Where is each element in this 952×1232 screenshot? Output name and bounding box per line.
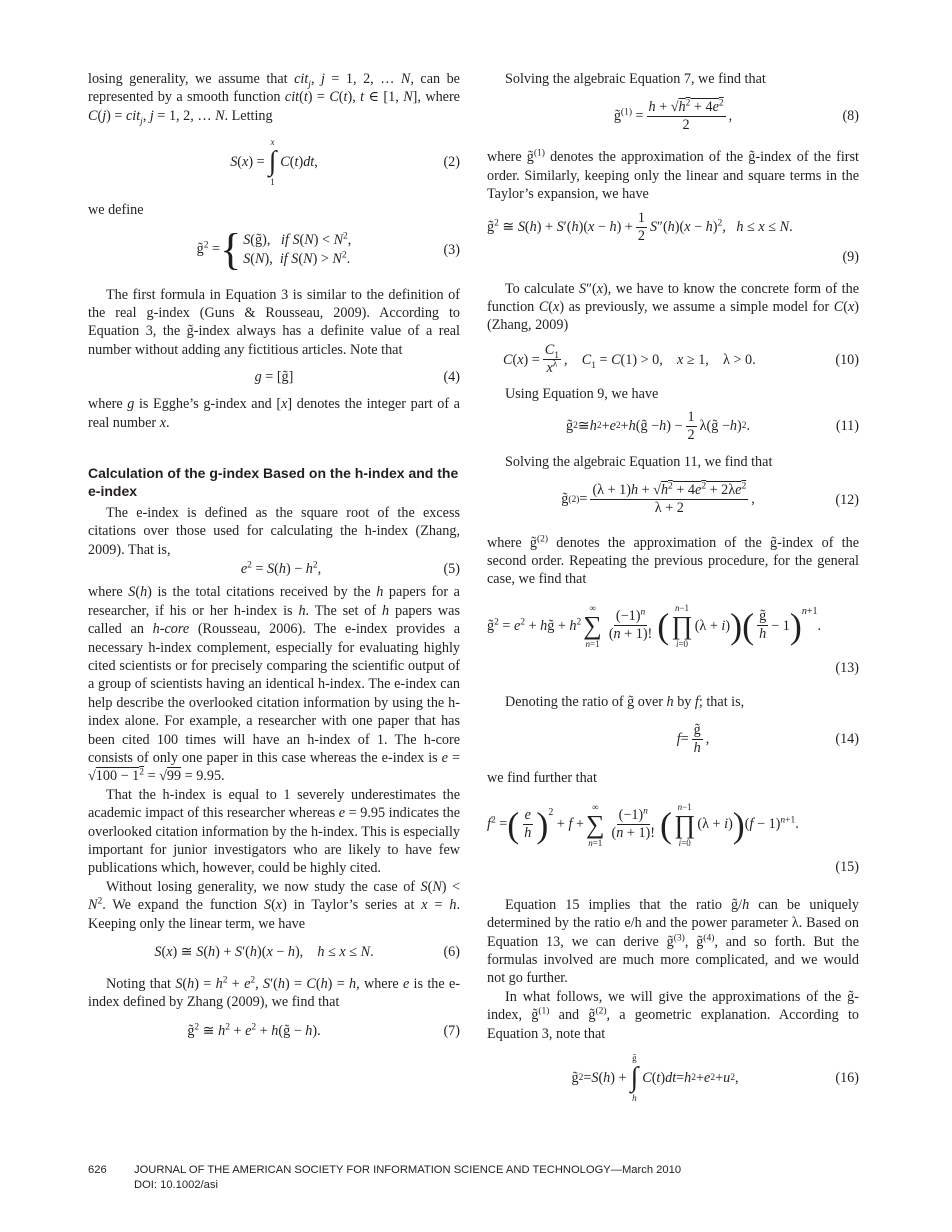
equation-number: (6) <box>443 943 460 960</box>
equation-10: C(x) = $\frac{C_1}{x^\lambda}$ , $C_1 = C(1) > 0$, x ≥ 1, λ > 0. (10) <box>503 342 859 377</box>
equation-number: (16) <box>835 1069 859 1086</box>
paragraph: we define <box>88 202 144 219</box>
equation-number: (12) <box>835 491 859 508</box>
equation-8: g̃$^{(1)}$ = $\frac{h + √h^2 + 4e^2}{2}$ , (8) <box>613 98 859 133</box>
equation-number: (4) <box>443 369 460 386</box>
equation-number-row <box>487 858 859 880</box>
equation-2: S(x) = x ∫ 1 C(t)dt, (2) <box>230 137 460 188</box>
equation-16: g̃ 2 = S ( h ) + g̃ ∫ h C ( t ) dt = h 2 + e 2 + u 2 , (16) <box>571 1052 859 1103</box>
paragraph: where g̃$^{(1)}$ denotes the approximation of the g̃-index of the first order. Similarly, keeping only the linear and square terms in the Taylor’s expansion, we have <box>487 148 859 203</box>
paragraph: we find further that <box>487 770 597 787</box>
page-footer <box>88 1163 681 1193</box>
equation-12: g̃ (2) = $\frac{(\lambda + 1)h + √h^2 + 4e^2 + 2\lambda e^2}{\lambda + 2}$ , (12) <box>561 481 859 517</box>
equation-number-row <box>487 248 859 268</box>
equation-number-row <box>487 659 859 681</box>
paragraph: Equation 15 implies that the ratio g̃/h can be uniquely determined by the ratio e/h and the power parameter λ. Based on Equation 13, we can derive g̃$^{(3)}$, g̃$^{(4)}$, and so forth. But the formulas involved are much more complicated, and we would not go further. <box>487 896 860 987</box>
equation-number: (8) <box>842 108 859 125</box>
paragraph: Denoting the ratio of g̃ over h by f; that is, <box>505 693 745 710</box>
paragraph: where S(h) is the total citations received by the h papers for a researcher, if his or her h-index is h. The set of h papers was called an h-core (Rousseau, 2006). The e-index provides a necessary h-index complement, especially for evaluating highly cited scientists or for precisely comparing the scientific output of a group of scientists having an identical h-index. The e-index can help describe the overlooked citation information by using the h-index alone. For example, a researcher with one paper that has been cited 100 times will have an h-index of 1. The h-core consists of only one paper in this case whereas the e-index is $e = √100 - 1^2 = √99 = 9.95$. <box>88 584 460 785</box>
equation-4: g = [g̃] (4) <box>254 369 460 386</box>
paragraph: Noting that $S(h) = h^2 + e^2$, S′(h) = C(h) = h, where e is the e-index defined by Zhang (2009), we find that <box>88 975 460 1011</box>
equation-15: $f^2$ = ( $\frac{e}{h}$ ) 2 + f + ∞ ∑ n=1 $\frac{(-1)^n}{(n + 1)!}$ ( n−1 ∏ i=0 (λ + i) ) $(f - 1)^{n+1}$. <box>487 801 799 848</box>
equation-number: (5) <box>443 561 460 578</box>
doi-line: DOI: 10.1002/asi <box>134 1179 218 1191</box>
equation-number: (3) <box>443 241 460 258</box>
paragraph: In what follows, we will give the approximations of the g̃-index, g̃$^{(1)}$ and g̃$^{(2)}$, a geometric explanation. According to Equation 3, note that <box>487 988 859 1042</box>
paragraph: The e-index is defined as the square root of the excess citations over those used for calculating the h-index (Zhang, 2009). That is, <box>88 505 460 558</box>
equation-number: (15) <box>835 858 859 875</box>
paragraph: losing generality, we assume that cit$_j$, j = 1, 2, … N, can be represented by a smooth function cit(t) = C(t), t ∈ [1, N], where C(j) = cit$_j$, j = 1, 2, … N. Letting <box>88 71 460 127</box>
paragraph: where g is Egghe’s g-index and [x] denotes the integer part of a real number x. <box>88 396 460 431</box>
equation-number: (11) <box>835 418 859 435</box>
paragraph: Using Equation 9, we have <box>505 385 659 402</box>
page-number: 626 <box>88 1164 107 1176</box>
paragraph: Solving the algebraic Equation 11, we find that <box>505 454 773 471</box>
paragraph: Without losing generality, we now study the case of $S(N) < N^2$. We expand the function S(x) in Taylor’s series at x = h. Keeping only the linear term, we have <box>88 878 460 932</box>
equation-number: (2) <box>443 154 460 171</box>
equation-5: $e^2 = S(h) - h^2$, (5) <box>240 560 460 578</box>
right-column <box>487 70 859 1113</box>
section-heading: Calculation of the g-index Based on the h-index and the e-index <box>88 465 459 500</box>
left-column <box>88 70 460 1050</box>
equation-3: g̃$^2$ = { S(g̃), if $S(N) < N^2$, S(N), if $S(N) > N^2$. (3) <box>196 224 460 274</box>
equation-9: g̃$^2$ ≅ S(h) + S′(h)(x − h) + $\frac{1}{2}$ $S''(h)(x - h)^2$, h ≤ x ≤ N. <box>487 210 793 245</box>
equation-number: (7) <box>443 1022 460 1039</box>
equation-14: f = $\frac{g̃}{h}$ , (14) <box>676 721 859 756</box>
equation-6: S(x) ≅ S(h) + S′(h)(x − h), h ≤ x ≤ N. (6) <box>154 943 460 960</box>
equation-13: g̃$^2$ = $e^2$ + hg̃ + $h^2$ ∞ ∑ n=1 $\frac{(-1)^n}{(n + 1)!}$ ( n−1 ∏ i=0 (λ + i) ) ( $\frac{g̃}{h}$ − 1 ) n+1 . <box>487 602 822 649</box>
paragraph: Solving the algebraic Equation 7, we find that <box>505 71 766 87</box>
equation-number: (9) <box>842 248 859 265</box>
equation-11: g̃ 2 ≅ h 2 + e 2 + h (g̃ − h ) − $\frac{1}{2}$ λ(g̃ − h ) 2 . (11) <box>566 408 859 443</box>
paragraph: That the h-index is equal to 1 severely underestimates the academic impact of this researcher whereas e = 9.95 indicates the overlooked citation information by the h-index. This is especially important for junior investigators who are likely to have few publications which, however, could be highly cited. <box>88 786 460 877</box>
journal-line: JOURNAL OF THE AMERICAN SOCIETY FOR INFORMATION SCIENCE AND TECHNOLOGY—March 2010 <box>134 1164 682 1176</box>
equation-number: (10) <box>835 351 859 368</box>
paragraph: To calculate S″(x), we have to know the concrete form of the function C(x) as previously, we assume a simple model for C(x) (Zhang, 2009) <box>487 280 859 334</box>
equation-number: (14) <box>835 731 859 748</box>
equation-number: (13) <box>835 659 859 676</box>
paragraph: The first formula in Equation 3 is similar to the definition of the real g-index (Guns & Rousseau, 2009). According to Equation 3, the g̃-index always has a definite value of a real number without adding any fictitious articles. Note that <box>88 286 460 358</box>
paragraph: where g̃$^{(2)}$ denotes the approximation of the g̃-index of the second order. Repeating the previous procedure, for the general case, we find that <box>487 533 859 588</box>
equation-7: g̃$^2$ ≅ $h^2 + e^2$ + h(g̃ − h). (7) <box>187 1021 460 1039</box>
